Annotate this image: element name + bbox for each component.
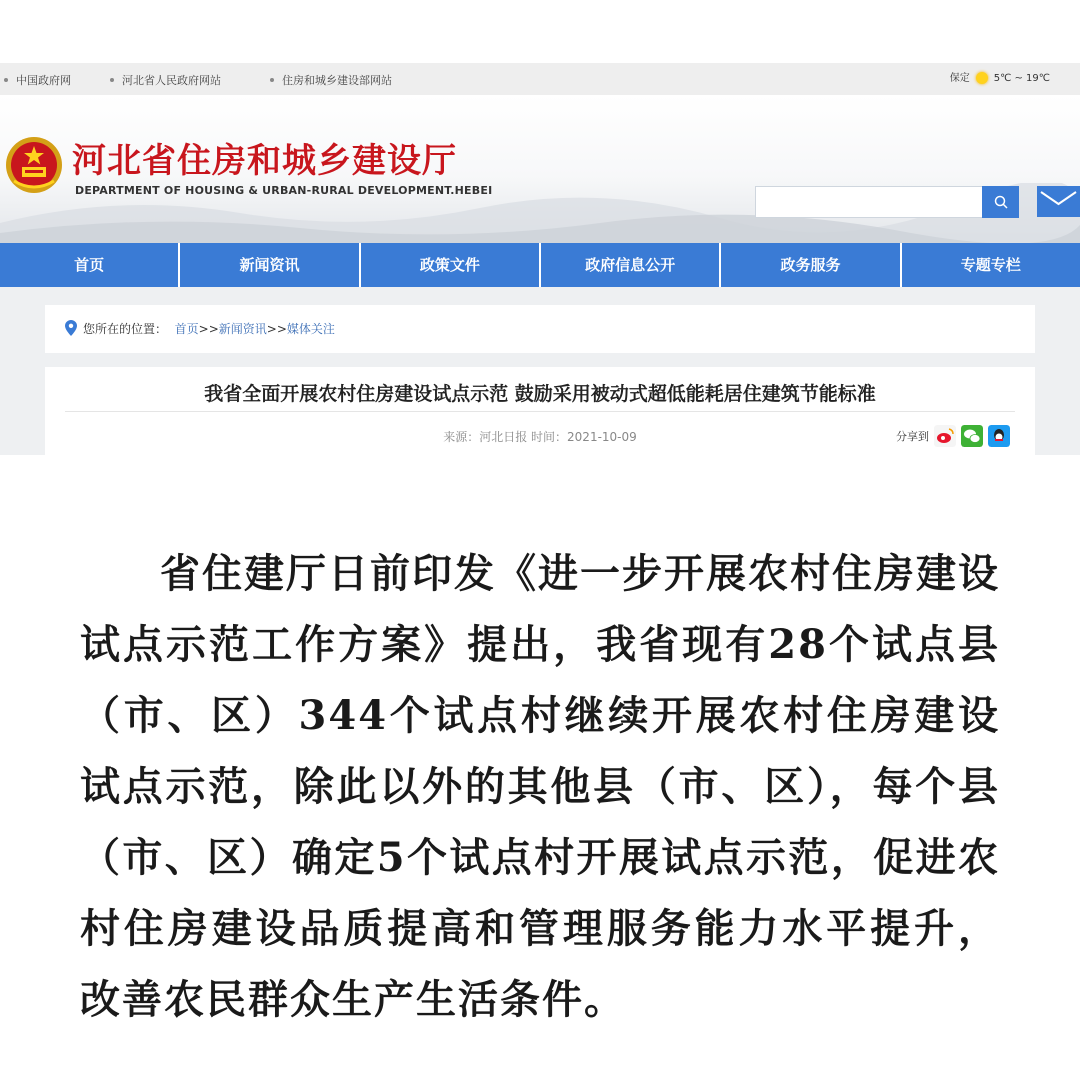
nav-home[interactable]: 首页 (0, 243, 180, 287)
link-gov-cn[interactable] (4, 72, 71, 88)
site-subtitle: DEPARTMENT OF HOUSING & URBAN-RURAL DEVELOPMENT.HEBEI (75, 184, 493, 197)
breadcrumb-home[interactable]: 首页 (174, 322, 199, 336)
weibo-icon[interactable] (934, 425, 956, 447)
breadcrumb (65, 320, 335, 338)
link-gov-cn-label[interactable]: 中国政府网 (16, 74, 71, 87)
mail-icon[interactable] (1037, 186, 1080, 217)
site-header (0, 95, 1080, 243)
qq-icon[interactable] (988, 425, 1010, 447)
wechat-icon[interactable] (961, 425, 983, 447)
breadcrumb-label: 您所在的位置： (83, 322, 168, 336)
weather-widget (950, 69, 1050, 84)
search-input[interactable] (755, 186, 983, 218)
bullet-icon (4, 78, 8, 82)
share-label: 分享到 (896, 430, 929, 443)
nav-gov-info[interactable]: 政府信息公开 (541, 243, 721, 287)
website-screenshot (0, 63, 1080, 455)
site-title: 河北省住房和城乡建设厅 (72, 141, 457, 181)
breadcrumb-current[interactable]: 媒体关注 (286, 322, 335, 336)
search-icon (994, 195, 1008, 209)
sun-icon (976, 72, 988, 84)
breadcrumb-separator: >> (266, 322, 287, 336)
location-pin-icon (65, 320, 77, 336)
article-title: 我省全面开展农村住房建设试点示范 鼓励采用被动式超低能耗居住建筑节能标准 (204, 383, 876, 405)
link-hebei-gov-label[interactable]: 河北省人民政府网站 (122, 74, 221, 87)
nav-news[interactable]: 新闻资讯 (180, 243, 360, 287)
nav-topics[interactable]: 专题专栏 (960, 256, 1021, 274)
breadcrumb-separator: >> (198, 322, 219, 336)
nav-services[interactable]: 政务服务 (721, 243, 901, 287)
article-paragraph: 省住建厅日前印发《进一步开展农村住房建设试点示范工作方案》提出，我省现有28个试点县（市、区）344个试点村继续开展农村住房建设试点示范，除此以外的其他县（市、区），每个县（市、区）确定5个试点村开展试点示范，促进农村住房建设品质提高和管理服务能力水平提升，改善农民群众生产生活条件。 (80, 550, 1000, 1023)
link-mohurd-label[interactable]: 住房和城乡建设部网站 (282, 74, 392, 87)
divider (65, 411, 1015, 412)
breadcrumb-news[interactable]: 新闻资讯 (218, 322, 267, 336)
link-mohurd[interactable] (270, 72, 392, 88)
article-header (45, 367, 1035, 455)
main-nav (0, 243, 1080, 287)
national-emblem-icon (4, 135, 64, 195)
search-button[interactable] (982, 186, 1019, 218)
article-meta: 来源：河北日报 时间：2021-10-09 (443, 430, 637, 444)
link-hebei-gov[interactable] (110, 72, 221, 88)
weather-city: 保定 (949, 73, 970, 84)
nav-policy[interactable]: 政策文件 (361, 243, 541, 287)
breadcrumb-panel (45, 305, 1035, 353)
share-bar (896, 425, 1010, 447)
top-link-bar (0, 63, 1080, 95)
bullet-icon (270, 78, 274, 82)
bullet-icon (110, 78, 114, 82)
weather-temp: 5℃ ~ 19℃ (993, 73, 1050, 84)
